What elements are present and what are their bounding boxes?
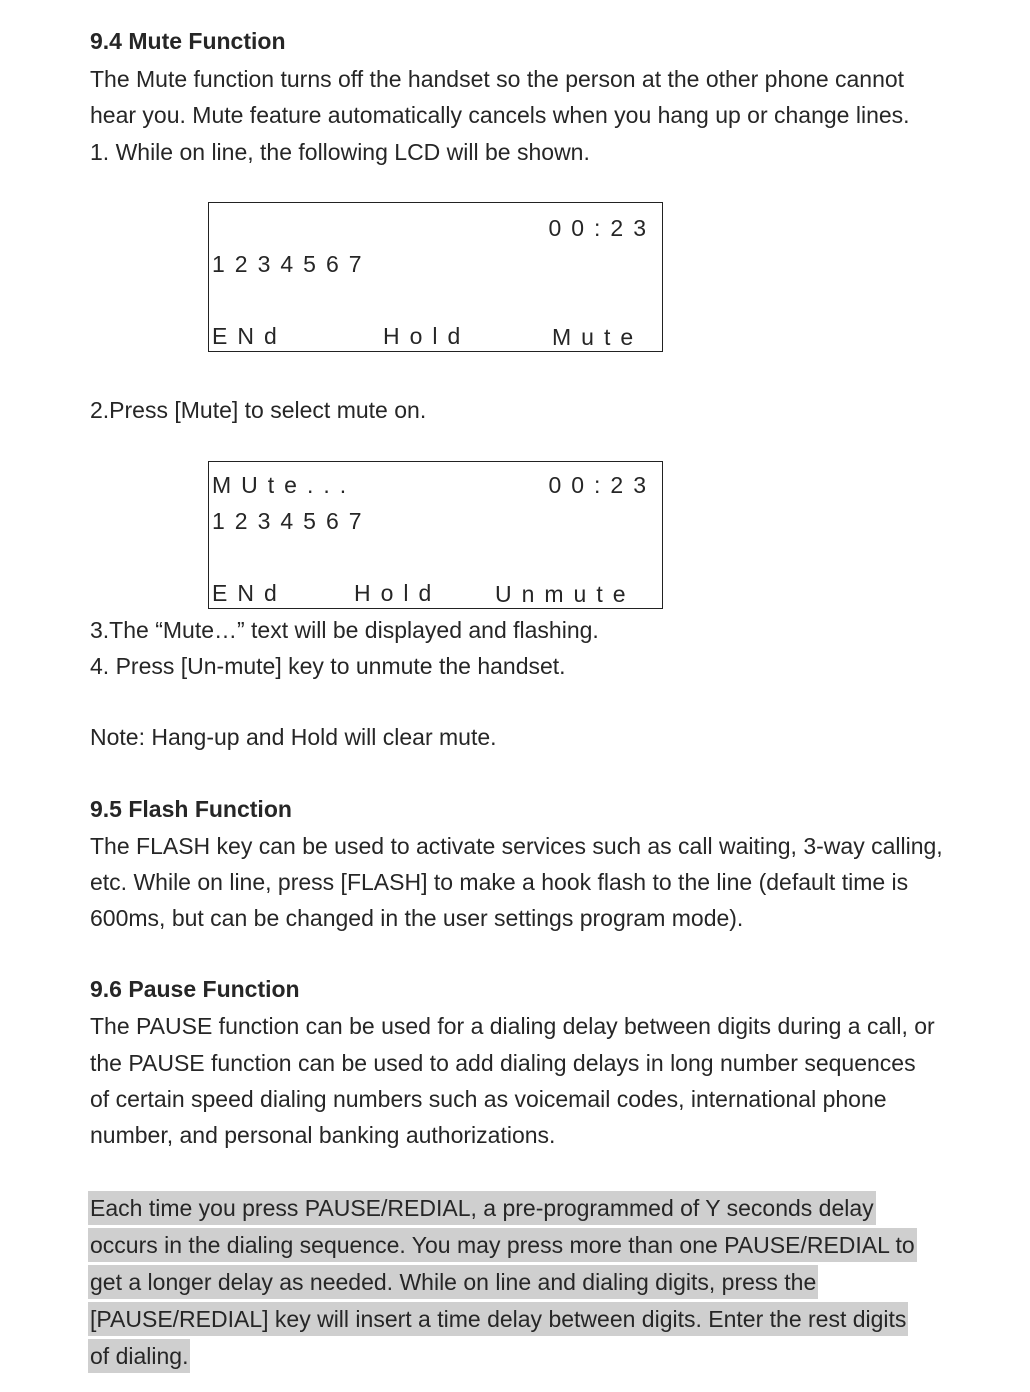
lcd-display-call — [208, 202, 663, 352]
lcd-mute-status: MUte... — [212, 472, 357, 498]
flash-paragraph-line: etc. While on line, press [FLASH] to make a hook flash to the line (default time is — [90, 869, 909, 895]
lcd-display-muted — [208, 461, 663, 609]
lcd-dialed-number: 1234567 — [212, 251, 372, 277]
section-heading-mute: 9.4 Mute Function — [90, 28, 286, 54]
lcd-softkey-end: ENd — [212, 580, 287, 606]
highlighted-instruction-line: get a longer delay as needed. While on line and dialing digits, press the — [88, 1265, 818, 1299]
flash-paragraph-line: The FLASH key can be used to activate services such as call waiting, 3-way calling, — [90, 833, 943, 859]
step-1-text: 1. While on line, the following LCD will be shown. — [90, 139, 590, 165]
pause-paragraph-line: of certain speed dialing numbers such as voicemail codes, international phone — [90, 1086, 887, 1112]
lcd-call-timer: 00:23 — [548, 215, 656, 241]
lcd-softkey-unmute: Unmute — [495, 581, 636, 607]
note-text: Note: Hang-up and Hold will clear mute. — [90, 724, 497, 750]
step-4-text: 4. Press [Un-mute] key to unmute the handset. — [90, 653, 566, 679]
highlighted-instruction-line: Each time you press PAUSE/REDIAL, a pre-programmed of Y seconds delay — [88, 1191, 876, 1225]
flash-paragraph-line: 600ms, but can be changed in the user settings program mode). — [90, 905, 744, 931]
mute-paragraph-line: hear you. Mute feature automatically cancels when you hang up or change lines. — [90, 102, 910, 128]
lcd-softkey-hold: Hold — [354, 580, 442, 606]
step-3-text: 3.The “Mute…” text will be displayed and flashing. — [90, 617, 599, 643]
lcd-softkey-end: ENd — [212, 323, 287, 349]
highlighted-instruction-line: of dialing. — [88, 1339, 190, 1373]
section-heading-flash: 9.5 Flash Function — [90, 796, 292, 822]
lcd-dialed-number: 1234567 — [212, 508, 372, 534]
highlighted-instruction-line: occurs in the dialing sequence. You may press more than one PAUSE/REDIAL to — [88, 1228, 917, 1262]
lcd-call-timer: 00:23 — [548, 472, 656, 498]
section-heading-pause: 9.6 Pause Function — [90, 976, 300, 1002]
lcd-softkey-mute: Mute — [552, 324, 644, 350]
pause-paragraph-line: the PAUSE function can be used to add dialing delays in long number sequences — [90, 1050, 916, 1076]
highlighted-instruction-line: [PAUSE/REDIAL] key will insert a time delay between digits. Enter the rest digits — [88, 1302, 908, 1336]
mute-paragraph-line: The Mute function turns off the handset so the person at the other phone cannot — [90, 66, 905, 92]
pause-paragraph-line: The PAUSE function can be used for a dialing delay between digits during a call, or — [90, 1013, 935, 1039]
lcd-softkey-hold: Hold — [383, 323, 471, 349]
pause-paragraph-line: number, and personal banking authorizations. — [90, 1122, 556, 1148]
step-2-text: 2.Press [Mute] to select mute on. — [90, 397, 427, 423]
